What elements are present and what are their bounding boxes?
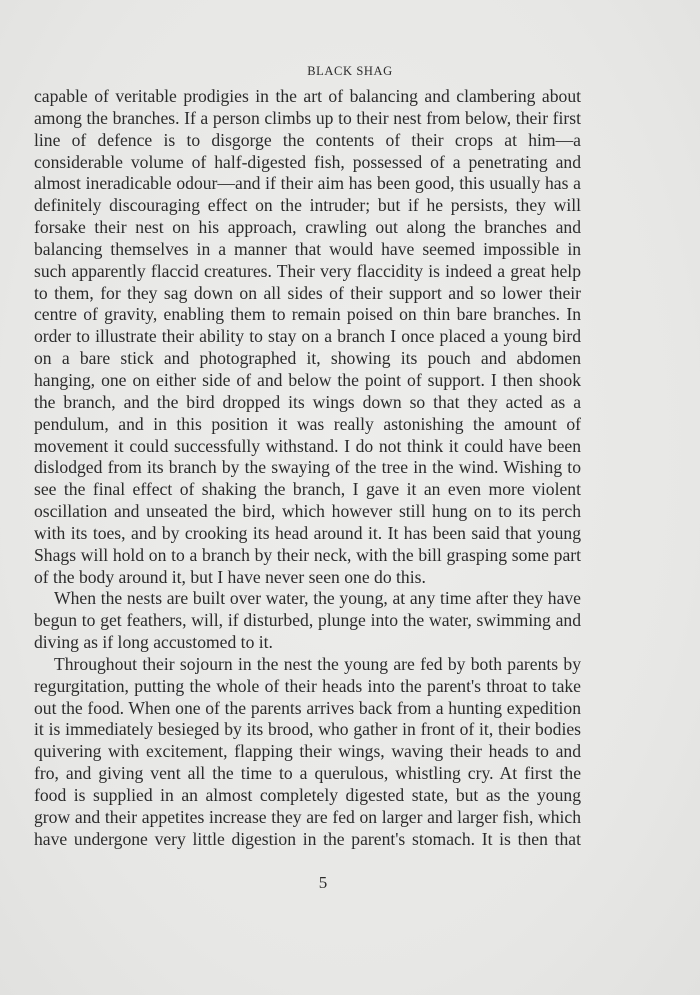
running-head: BLACK SHAG — [307, 64, 393, 78]
paragraph: capable of veritable prodigies in the art of balancing and clambering about among the branches. If a person climbs up to their nest from below, their first line of defence is to disgorge the contents of their crops at him—a considerable volume of half-digested fish, possessed of a penetrating and almost ineradicable odour—and if their aim has been good, this usually has a definitely discouraging effect on the intruder; but if he persists, they will forsake their nest on his approach, crawling out along the branches and balancing themselves in a manner that would have seemed impossible in such apparently flaccid creatures. Their very flaccidity is indeed a great help to them, for they sag down on all sides of their support and so lower their centre of gravity, enabling them to remain poised on thin bare branches. In order to illustrate their ability to stay on a branch I once placed a young bird on a bare stick and photographed it, showing its pouch and abdomen hanging, one on either side of and below the point of support. I then shook the branch, and the bird dropped its wings down so that they acted as a pendulum, and in this position it was really astonishing the amount of movement it could successfully withstand. I do not think it could have been dislodged from its branch by the swaying of the tree in the wind. Wishing to see the final effect of shaking the branch, I gave it an even more violent oscillation and unseated the bird, which however still hung on to its perch with its toes, and by crooking its head around it. It has been said that young Shags will hold on to a branch by their neck, with the bill grasping some part of the body around it, but I have never seen one do this. — [34, 86, 581, 587]
paragraph: Throughout their sojourn in the nest the young are fed by both parents by regurgitation, putting the whole of their heads into the parent's throat to take out the food. When one of the parents arrives back from a hunting expedition it is immediately besieged by its brood, who gather in front of it, their bodies quivering with excitement, flapping their wings, waving their heads to and fro, and giving vent all the time to a querulous, whistling cry. At first the food is supplied in an almost completely digested state, but as the young grow and their appetites increase they are fed on larger and larger fish, which have undergone very little digestion in the parent's stomach. It is then that — [34, 653, 581, 849]
body-text — [34, 86, 581, 851]
paragraph: When the nests are built over water, the young, at any time after they have begun to get feathers, will, if disturbed, plunge into the water, swimming and diving as if long accustomed to it. — [34, 588, 581, 653]
page-number: 5 — [318, 873, 328, 892]
